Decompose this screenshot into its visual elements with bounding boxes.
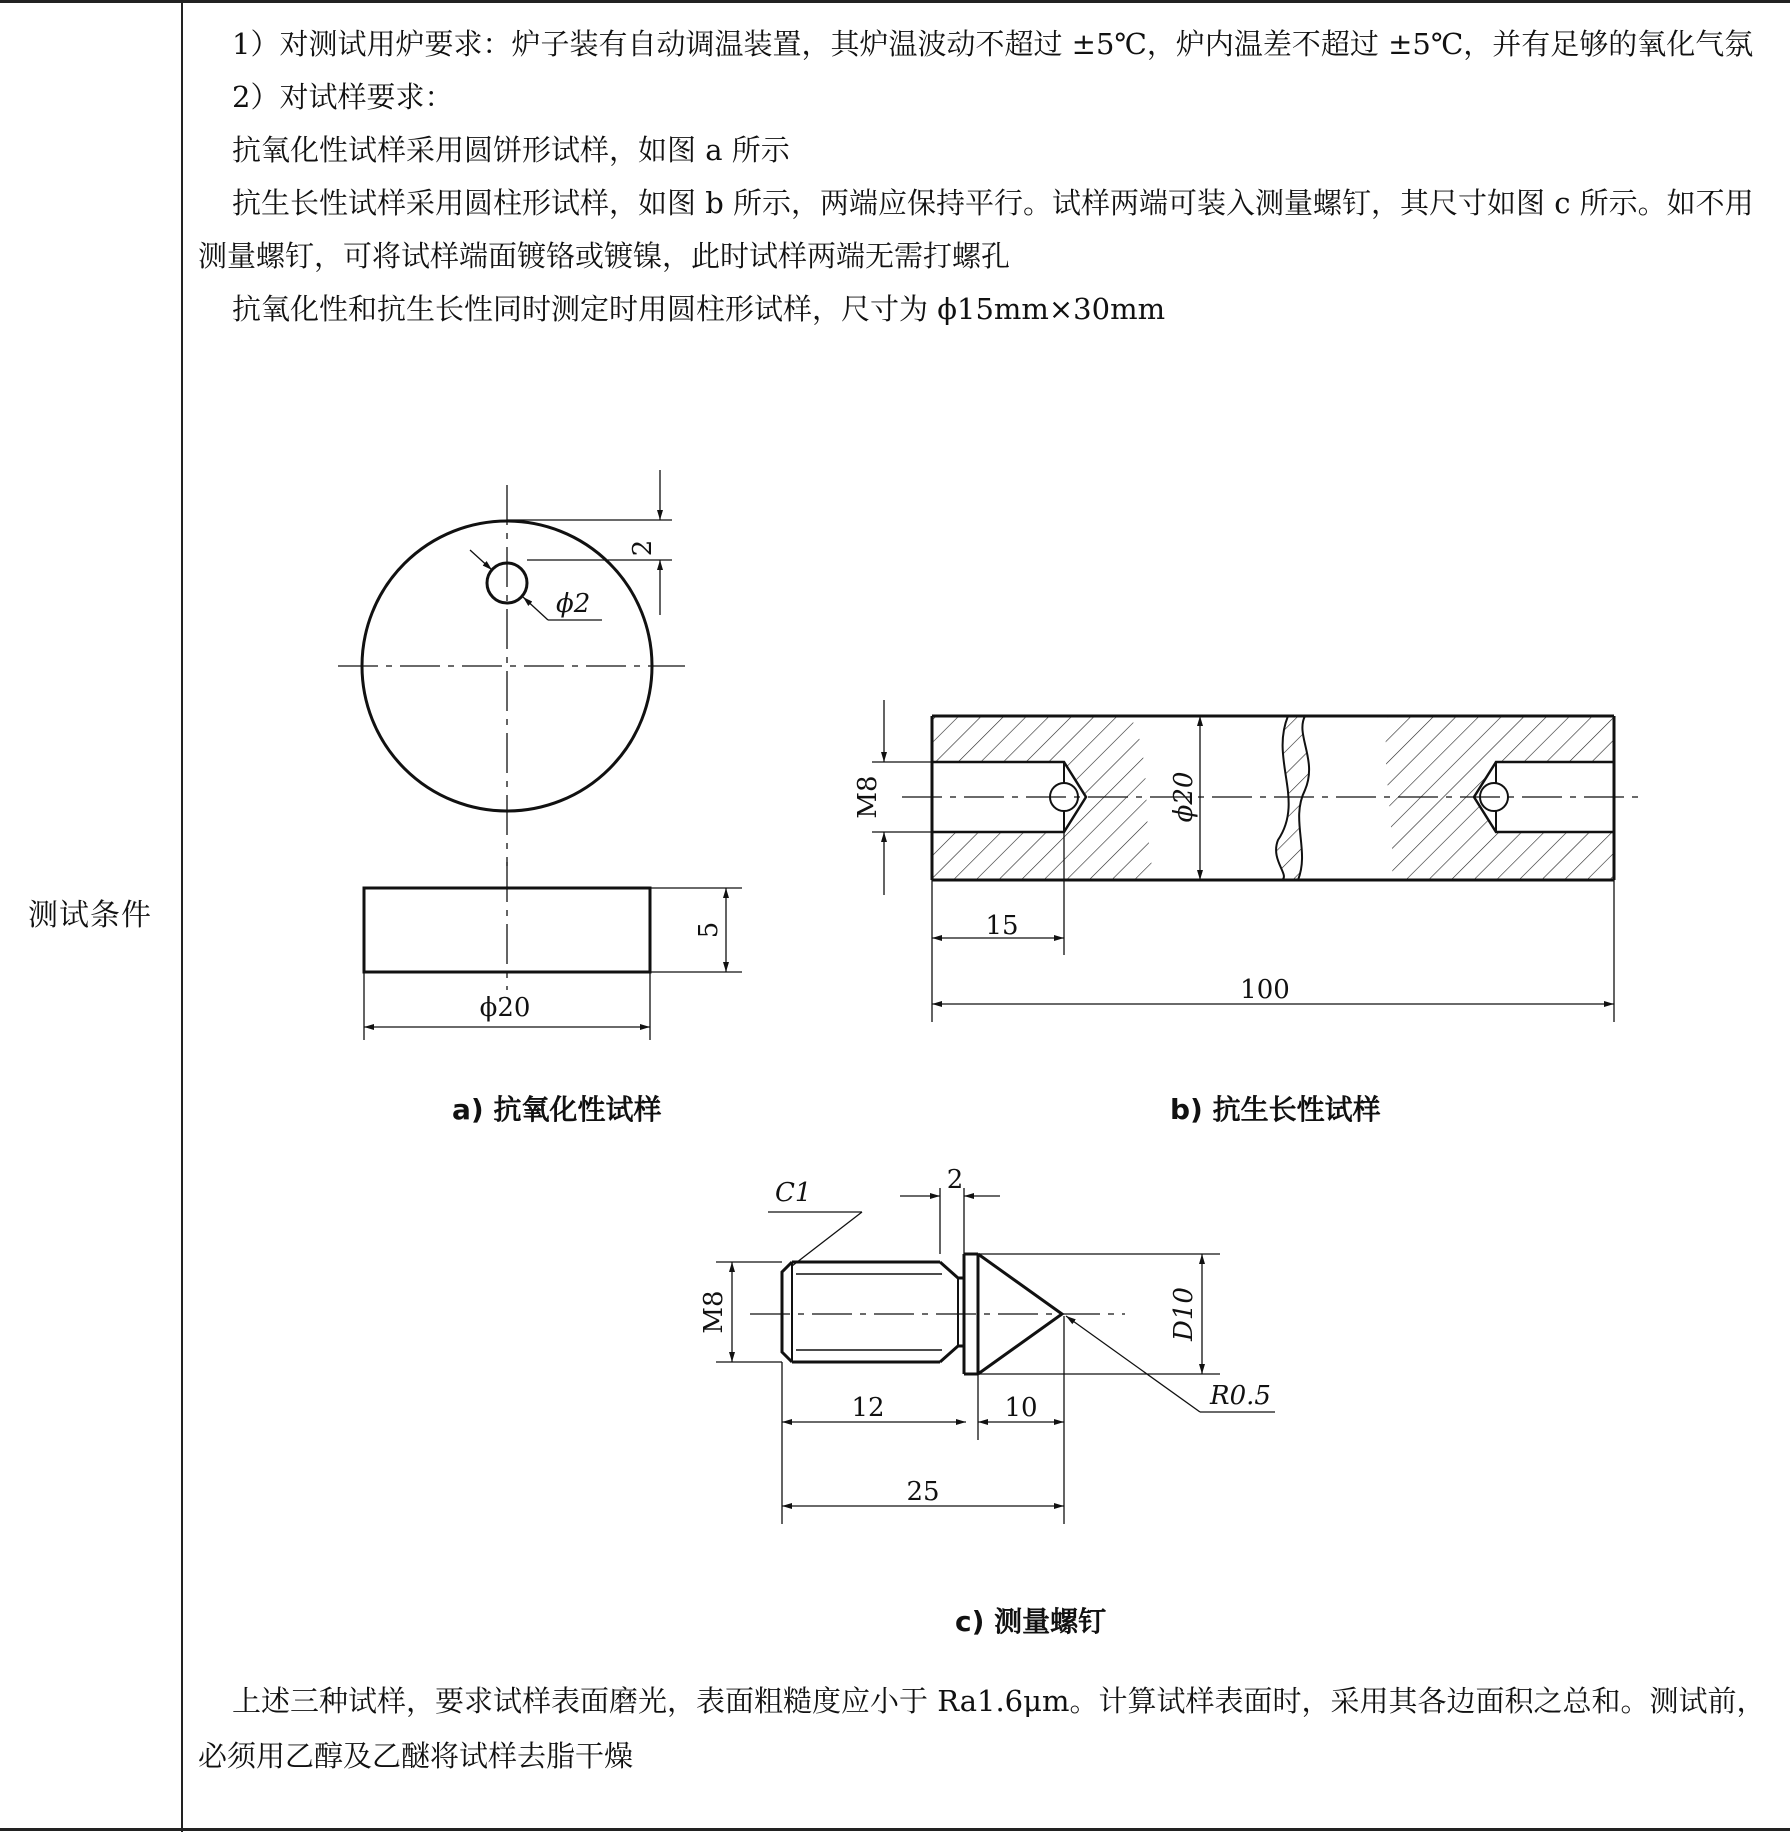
dim-b-length: 100 xyxy=(1240,975,1290,1005)
figure-a-dims xyxy=(480,540,724,1023)
dim-a-hole: ϕ2 xyxy=(556,589,591,619)
row-label: 测试条件 xyxy=(28,898,152,933)
paragraph-combined-sample: 抗氧化性和抗生长性同时测定时用圆柱形试样，尺寸为 ϕ15mm×30mm xyxy=(232,292,1166,326)
dim-c-gap: 2 xyxy=(946,1165,964,1195)
caption-figure-c: c) 测量螺钉 xyxy=(955,1605,1107,1638)
paragraph-oxidation-sample: 抗氧化性试样采用圆饼形试样，如图 a 所示 xyxy=(232,133,790,167)
dim-a-thickness: 5 xyxy=(694,921,724,939)
dim-a-diameter: ϕ20 xyxy=(479,993,531,1023)
dim-a-top-offset: 2 xyxy=(628,539,658,557)
dim-c-radius: R0.5 xyxy=(1210,1381,1271,1411)
paragraph-sample-heading: 2）对试样要求： xyxy=(232,80,454,114)
figure-c-dims xyxy=(699,1165,1271,1507)
dim-c-thread-len: 12 xyxy=(851,1393,885,1423)
paragraph-growth-sample: 抗生长性试样采用圆柱形试样，如图 b 所示，两端应保持平行。试样两端可装入测量螺钉，其尺寸如图 c 所示。如不用测量螺钉，可将试样端面镀铬或镀镍，此时试样两端无需打螺孔 xyxy=(198,186,1754,273)
paragraph-surface: 上述三种试样，要求试样表面磨光，表面粗糙度应小于 Ra1.6μm。计算试样表面时，采用其各边面积之总和。测试前，必须用乙醇及乙醚将试样去脂干燥 xyxy=(198,1684,1766,1773)
caption-figure-a: a) 抗氧化性试样 xyxy=(452,1093,662,1126)
dim-c-total: 25 xyxy=(906,1477,940,1507)
dim-c-chamfer: C1 xyxy=(775,1178,812,1208)
caption-figure-b: b) 抗生长性试样 xyxy=(1170,1093,1381,1126)
dim-b-diameter: ϕ20 xyxy=(1169,771,1199,823)
paragraph-furnace: 1）对测试用炉要求：炉子装有自动调温装置，其炉温波动不超过 ±5℃，炉内温差不超过 ±5℃，并有足够的氧化气氛 xyxy=(232,27,1754,61)
figure-a-drawing xyxy=(338,470,742,1040)
dim-c-cone-len: 10 xyxy=(1004,1393,1038,1423)
figure-c-drawing xyxy=(716,1188,1275,1524)
figure-b-drawing xyxy=(872,700,1640,1022)
dim-b-depth: 15 xyxy=(985,911,1019,941)
dim-c-head: D10 xyxy=(1169,1287,1199,1341)
dim-c-thread: M8 xyxy=(699,1290,729,1334)
dim-b-thread: M8 xyxy=(853,775,883,819)
surface-requirements xyxy=(198,1674,1778,1784)
